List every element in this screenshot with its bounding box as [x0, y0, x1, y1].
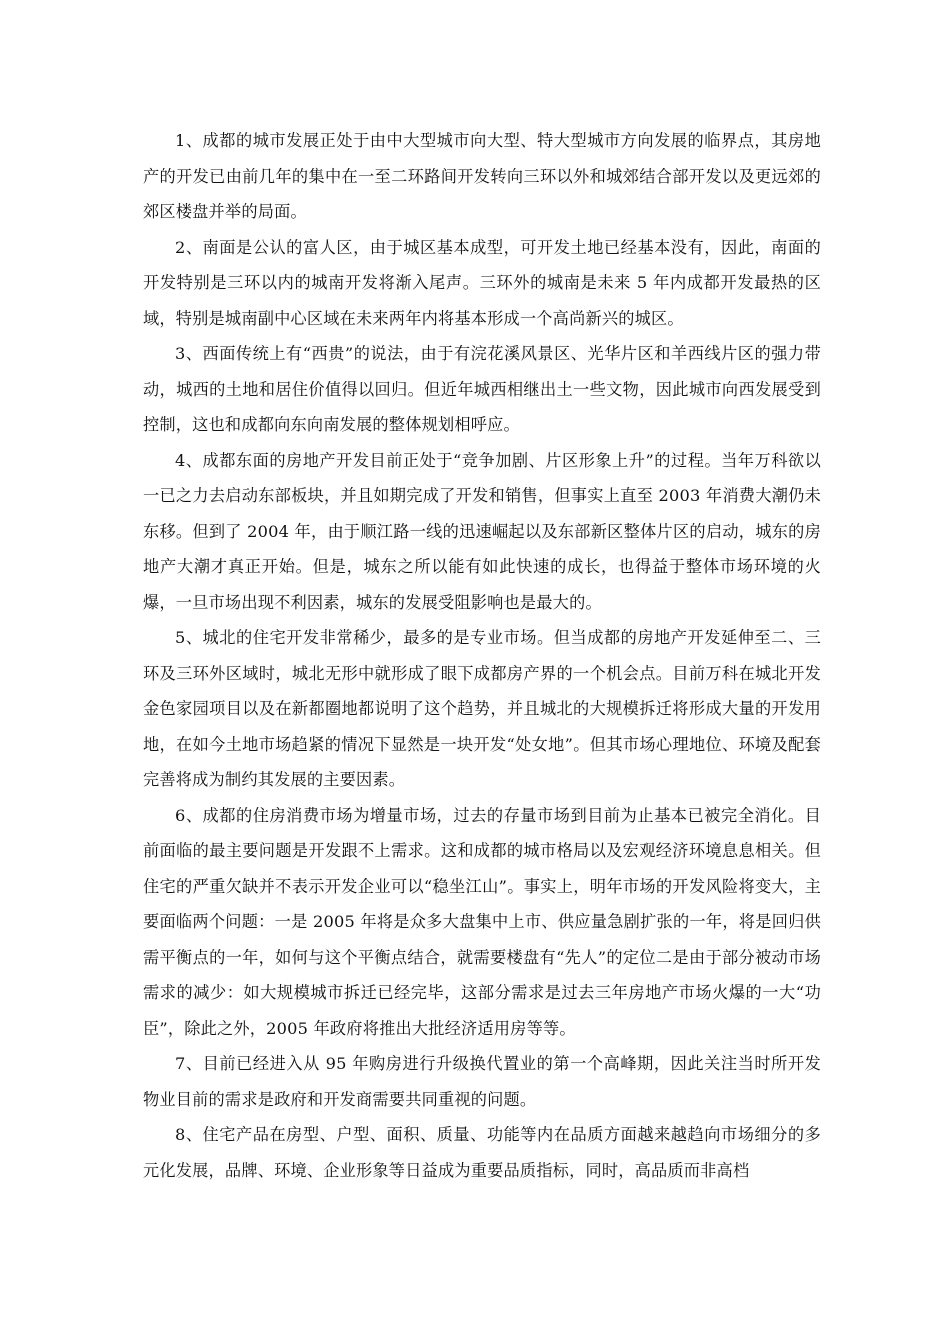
paragraph-2: 2、南面是公认的富人区，由于城区基本成型，可开发土地已经基本没有，因此，南面的开发特别是三环以内的城南开发将渐入尾声。三环外的城南是未来 5 年内成都开发最热的区域，特别是城南副中心区域在未来两年内将基本形成一个高尚新兴的城区。	[143, 237, 821, 328]
paragraph-1: 1、成都的城市发展正处于由中大型城市向大型、特大型城市方向发展的临界点，其房地产的开发已由前几年的集中在一至二环路间开发转向三环以外和城郊结合部开发以及更远郊的郊区楼盘并举的局面。	[143, 131, 821, 221]
paragraph-6: 6、成都的住房消费市场为增量市场，过去的存量市场到目前为止基本已被完全消化。目前面临的最主要问题是开发跟不上需求。这和成都的城市格局以及宏观经济环境息息相关。但住宅的严重欠缺并不表示开发企业可以“稳坐江山”。事实上，明年市场的开发风险将变大，主要面临两个问题：一是 2005 年将是众多大盘集中上市、供应量急剧扩张的一年，将是回归供需平衡点的一年，如何与这个平衡点结合，就需要楼盘有“先人”的定位二是由于部分被动市场需求的减少：如大规模城市拆迁已经完毕，这部分需求是过去三年房地产市场火爆的一大“功臣”，除此之外，2005 年政府将推出大批经济适用房等等。	[143, 805, 821, 1038]
paragraph-7: 7、目前已经进入从 95 年购房进行升级换代置业的第一个高峰期，因此关注当时所开发物业目前的需求是政府和开发商需要共同重视的问题。	[143, 1054, 821, 1109]
paragraph-5: 5、城北的住宅开发非常稀少，最多的是专业市场。但当成都的房地产开发延伸至二、三环及三环外区域时，城北无形中就形成了眼下成都房产界的一个机会点。目前万科在城北开发金色家园项目以及在新都圈地都说明了这个趋势，并且城北的大规模拆迁将形成大量的开发用地，在如今土地市场趋紧的情况下显然是一块开发“处女地”。但其市场心理地位、环境及配套完善将成为制约其发展的主要因素。	[143, 628, 821, 789]
paragraph-4: 4、成都东面的房地产开发目前正处于“竞争加剧、片区形象上升”的过程。当年万科欲以一已之力去启动东部板块，并且如期完成了开发和销售，但事实上直至 2003 年消费大潮仍未东移。但到了 2004 年，由于顺江路一线的迅速崛起以及东部新区整体片区的启动，城东的房地产大潮才真正开始。但是，城东之所以能有如此快速的成长，也得益于整体市场环境的火爆，一旦市场出现不利因素，城东的发展受阻影响也是最大的。	[143, 450, 821, 612]
paragraph-8: 8、住宅产品在房型、户型、面积、质量、功能等内在品质方面越来越趋向市场细分的多元化发展，品牌、环境、企业形象等日益成为重要品质指标，同时，高品质而非高档	[143, 1125, 821, 1180]
document-body	[143, 123, 821, 1188]
paragraph-3: 3、西面传统上有“西贵”的说法，由于有浣花溪风景区、光华片区和羊西线片区的强力带动，城西的土地和居住价值得以回归。但近年城西相继出土一些文物，因此城市向西发展受到控制，这也和成都向东向南发展的整体规划相呼应。	[143, 344, 821, 434]
